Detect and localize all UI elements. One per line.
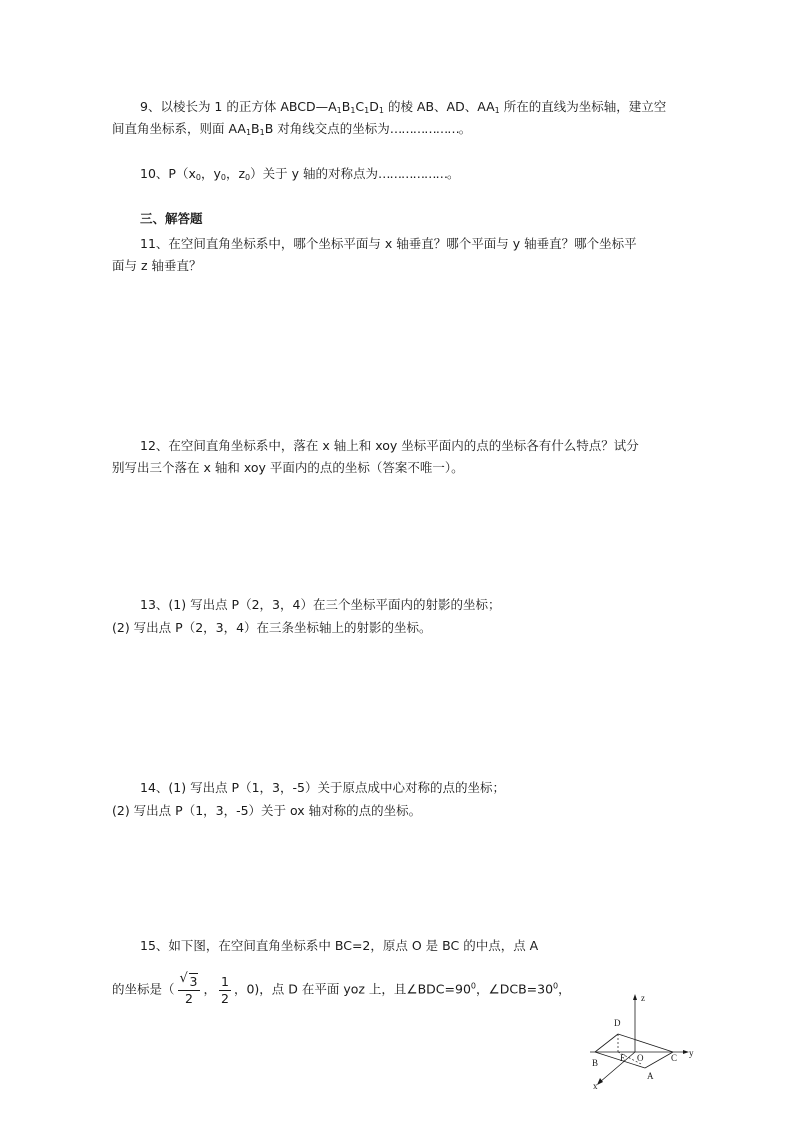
x-axis	[600, 1052, 635, 1082]
q12-line1: 12、在空间直角坐标系中，落在 x 轴上和 xoy 坐标平面内的点的坐标各有什么特点？试分	[140, 438, 639, 453]
edge-DC	[618, 1034, 673, 1052]
fraction-1-over-2: $\frac{1}{2}$	[220, 973, 229, 1006]
edge-CA	[645, 1052, 673, 1068]
fraction-sqrt3-over-2: √ 3 2	[178, 973, 201, 1007]
label-B: B	[592, 1058, 599, 1068]
q15-line1: 15、如下图，在空间直角坐标系中 BC=2，原点 O 是 BC 的中点，点 A	[140, 938, 539, 953]
label-E: E	[620, 1053, 626, 1063]
label-O: O	[637, 1053, 644, 1063]
q9-line1: 9、以棱长为 1 的正方体 $ABCD—A_1B_1C_1D_1$ 的棱 AB、AD、$AA_1$ 所在的直线为坐标轴，建立空	[140, 99, 667, 115]
q11-line2: 面与 z 轴垂直？	[112, 258, 202, 273]
q13-line2: (2) 写出点 P（2，3，4）在三条坐标轴上的射影的坐标。	[112, 620, 432, 635]
label-x: x	[593, 1081, 598, 1090]
label-A: A	[647, 1071, 654, 1081]
q11-line1: 11、在空间直角坐标系中，哪个坐标平面与 x 轴垂直？哪个平面与 y 轴垂直？哪个坐标平	[140, 236, 637, 251]
q12-line2: 别写出三个落在 x 轴和 xoy 平面内的点的坐标（答案不唯一）。	[112, 460, 464, 475]
x-axis-arrow	[597, 1078, 603, 1085]
label-C: C	[671, 1053, 678, 1063]
q14-line1: 14、(1) 写出点 P（1，3，-5）关于原点成中心对称的点的坐标；	[140, 780, 505, 795]
answer-blank: ………………	[389, 121, 459, 136]
q14-line2: (2) 写出点 P（1，3，-5）关于 ox 轴对称的点的坐标。	[112, 803, 422, 818]
coordinate-geometry-figure	[585, 990, 705, 1090]
q13-line1: 13、(1) 写出点 P（2，3，4）在三个坐标平面内的射影的坐标；	[140, 597, 501, 612]
answer-blank: ………………	[377, 166, 447, 181]
label-D: D	[614, 1018, 621, 1028]
q10-line: 10、$P(x_0$，$y_0$，$z_0$）关于 y 轴的对称点为………………。	[140, 166, 460, 182]
section-heading: 三、解答题	[140, 211, 203, 226]
q15-line2: 的坐标是（ √ 3 2 ， $\frac{1}{2}$ ，0)，点 D 在平面 yoz 上，且$\angle BDC=90^0$，$\angle DCB=30^0$，	[112, 971, 571, 1006]
z-axis-arrow	[633, 994, 637, 1000]
label-z: z	[641, 993, 645, 1003]
q9-line2: 间直角坐标系，则面 $AA_1B_1B$ 对角线交点的坐标为………………。	[112, 121, 472, 137]
label-y: y	[689, 1048, 694, 1058]
edge-BD	[595, 1034, 618, 1052]
